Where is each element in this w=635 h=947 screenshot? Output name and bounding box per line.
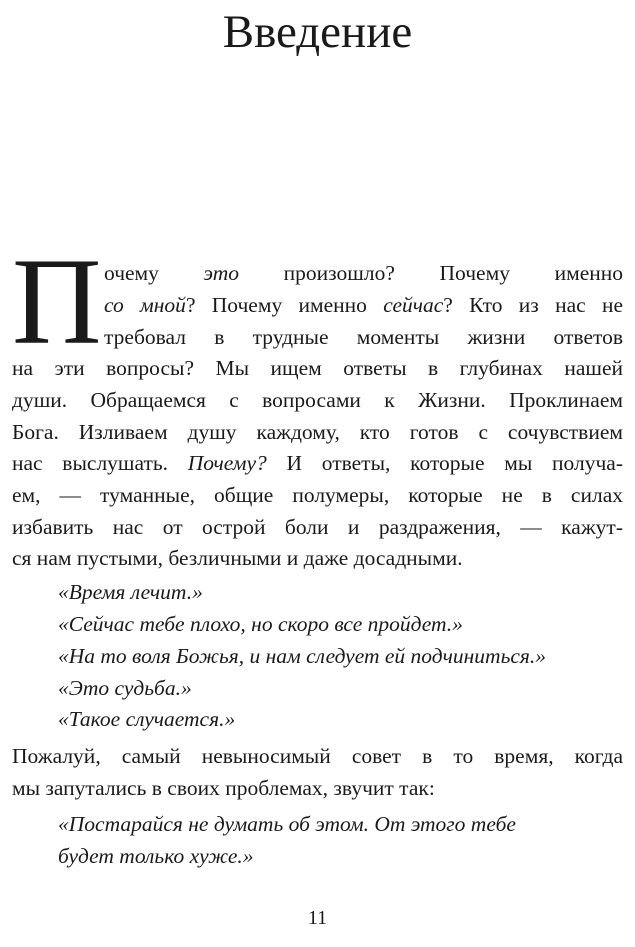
paragraph1-line2: со мной? Почему именно сейчас? Кто из нас не xyxy=(104,293,623,317)
paragraph1-line3: требовал в трудные моменты жизни ответов xyxy=(104,325,623,349)
final-quote-line2: будет только хуже.» xyxy=(58,844,254,868)
paragraph1-line7: нас выслушать. Почему? И ответы, которые мы получа- xyxy=(12,451,623,475)
quote-3: «На то воля Божья, и нам следует ей подчиниться.» xyxy=(58,644,547,668)
paragraph1-line5: души. Обращаемся с вопросами к Жизни. Проклинаем xyxy=(12,388,623,412)
quote-2: «Сейчас тебе плохо, но скоро все пройдет.» xyxy=(58,612,463,636)
paragraph1-line9: избавить нас от острой боли и раздражения, — кажут- xyxy=(12,515,623,539)
paragraph2-line1: Пожалуй, самый невыносимый совет в то время, когда xyxy=(12,744,623,768)
final-quote-line1: «Постарайся не думать об этом. От этого тебе xyxy=(58,812,516,836)
quote-4: «Это судьба.» xyxy=(58,676,192,700)
quote-5: «Такое случается.» xyxy=(58,707,236,731)
paragraph1-line4: на эти вопросы? Мы ищем ответы в глубинах нашей xyxy=(12,356,623,380)
paragraph2-line2: мы запутались в своих проблемах, звучит так: xyxy=(12,776,435,800)
quote-1: «Время лечит.» xyxy=(58,580,203,604)
page-number: 11 xyxy=(307,907,328,929)
paragraph1-line10: ся нам пустыми, безличными и даже досадными. xyxy=(12,546,463,570)
chapter-title: Введение xyxy=(222,6,413,58)
paragraph1-line8: ем, — туманные, общие полумеры, которые не в силах xyxy=(12,483,623,507)
paragraph1-line1: очему это произошло? Почему именно xyxy=(104,261,623,285)
paragraph1-line6: Бога. Изливаем душу каждому, кто готов с сочувствием xyxy=(12,420,623,444)
drop-cap: П xyxy=(12,233,102,370)
